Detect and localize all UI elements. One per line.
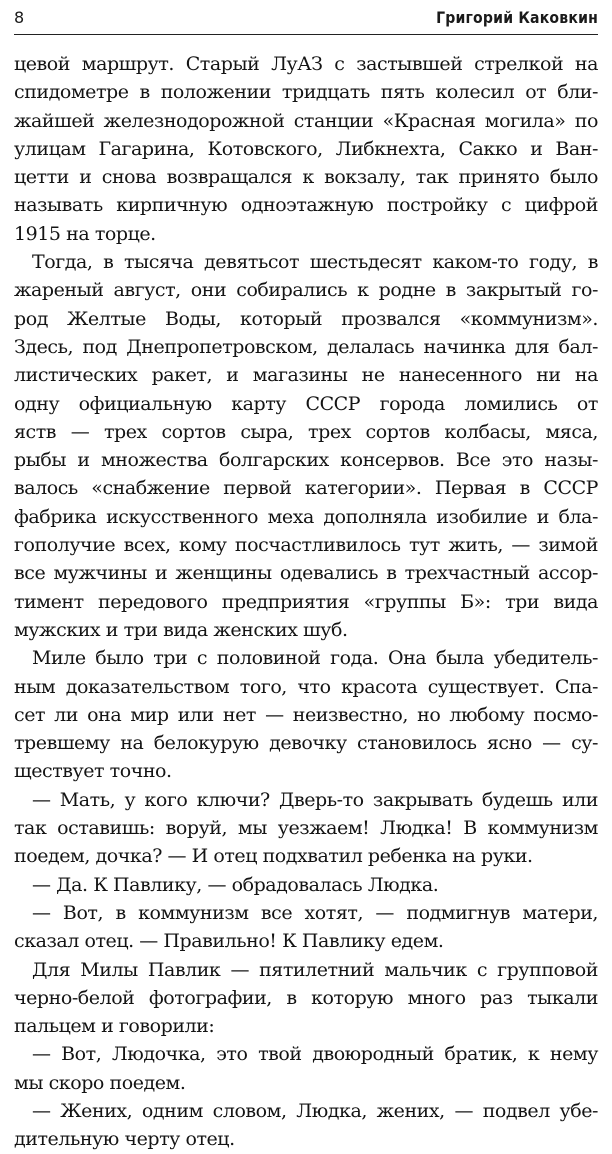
running-head-author: Григорий Каковкин bbox=[436, 8, 598, 27]
text-line: — Жених, одним словом, Людка, жених, — подвел убе- bbox=[32, 1099, 598, 1122]
text-line: так оставишь: воруй, мы уезжаем! Людка! В коммунизм bbox=[14, 817, 598, 840]
text-line: род Желтые Воды, который прозвался «коммунизм». bbox=[14, 307, 598, 330]
text-line: все мужчины и женщины одевались в трехчастный ассор- bbox=[14, 562, 598, 585]
text-line: гополучие всех, кому посчастливилось тут жить, — зимой bbox=[14, 534, 598, 557]
page-number: 8 bbox=[14, 8, 25, 27]
text-line: Тогда, в тысяча девятьсот шестьдесят каком-то году, в bbox=[32, 251, 598, 274]
text-line: пальцем и говорили: bbox=[14, 1015, 215, 1038]
text-line: называть кирпичную одноэтажную постройку с цифрой bbox=[14, 194, 598, 217]
text-line: улицам Гагарина, Котовского, Либкнехта, Сакко и Ван- bbox=[14, 137, 598, 160]
text-line: мы скоро поедем. bbox=[14, 1071, 186, 1094]
text-line: сказал отец. — Правильно! К Павлику едем. bbox=[14, 930, 444, 953]
text-line: тревшему на белокурую девочку становилось ясно — су- bbox=[14, 732, 598, 755]
text-line: ществует точно. bbox=[14, 760, 172, 783]
text-line: жареный август, они собирались к родне в закрытый го- bbox=[14, 279, 598, 302]
text-line: одну официальную карту СССР города ломились от bbox=[14, 392, 598, 415]
text-line: рыбы и множества болгарских консервов. Все это назы- bbox=[14, 449, 598, 472]
text-line: цевой маршрут. Старый ЛуАЗ с застывшей стрелкой на bbox=[14, 53, 598, 75]
text-line: — Вот, Людочка, это твой двоюродный братик, к нему bbox=[32, 1043, 598, 1066]
text-line: 1915 на торце. bbox=[14, 222, 156, 245]
text-line: сет ли она мир или нет — неизвестно, но любому посмо- bbox=[14, 703, 598, 726]
text-line: — Вот, в коммунизм все хотят, — подмигнув матери, bbox=[32, 901, 598, 924]
text-line: Для Милы Павлик — пятилетний мальчик с групповой bbox=[32, 958, 598, 981]
text-line: яств — трех сортов сыра, трех сортов колбасы, мяса, bbox=[14, 420, 598, 443]
text-line: — Да. К Павлику, — обрадовалась Людка. bbox=[32, 873, 439, 896]
text-line: цетти и снова возвращался к вокзалу, так принято было bbox=[14, 166, 598, 189]
body-text bbox=[14, 50, 598, 1154]
text-line: тимент передового предприятия «группы Б»: три вида bbox=[14, 590, 598, 613]
text-line: жайшей железнодорожной станции «Красная могила» по bbox=[14, 109, 598, 132]
text-line: черно-белой фотографии, в которую много раз тыкали bbox=[14, 986, 598, 1009]
page-header bbox=[14, 6, 598, 35]
text-line: поедем, дочка? — И отец подхватил ребенка на руки. bbox=[14, 845, 533, 868]
text-line: валось «снабжение первой категории». Первая в СССР bbox=[14, 477, 598, 500]
text-line: Здесь, под Днепропетровском, делалась начинка для бал- bbox=[14, 335, 598, 358]
text-line: спидометре в положении тридцать пять колесил от бли- bbox=[14, 81, 598, 104]
text-line: Миле было три с половиной года. Она была убедитель- bbox=[32, 647, 598, 670]
text-line: листических ракет, и магазины не нанесенного ни на bbox=[14, 364, 598, 387]
text-line: мужских и три вида женских шуб. bbox=[14, 618, 348, 641]
text-line: дительную черту отец. bbox=[14, 1128, 235, 1151]
text-line: — Мать, у кого ключи? Дверь-то закрывать будешь или bbox=[32, 788, 598, 811]
text-line: фабрика искусственного меха дополняла изобилие и бла- bbox=[14, 505, 598, 528]
text-line: ным доказательством того, что красота существует. Спа- bbox=[14, 675, 598, 698]
